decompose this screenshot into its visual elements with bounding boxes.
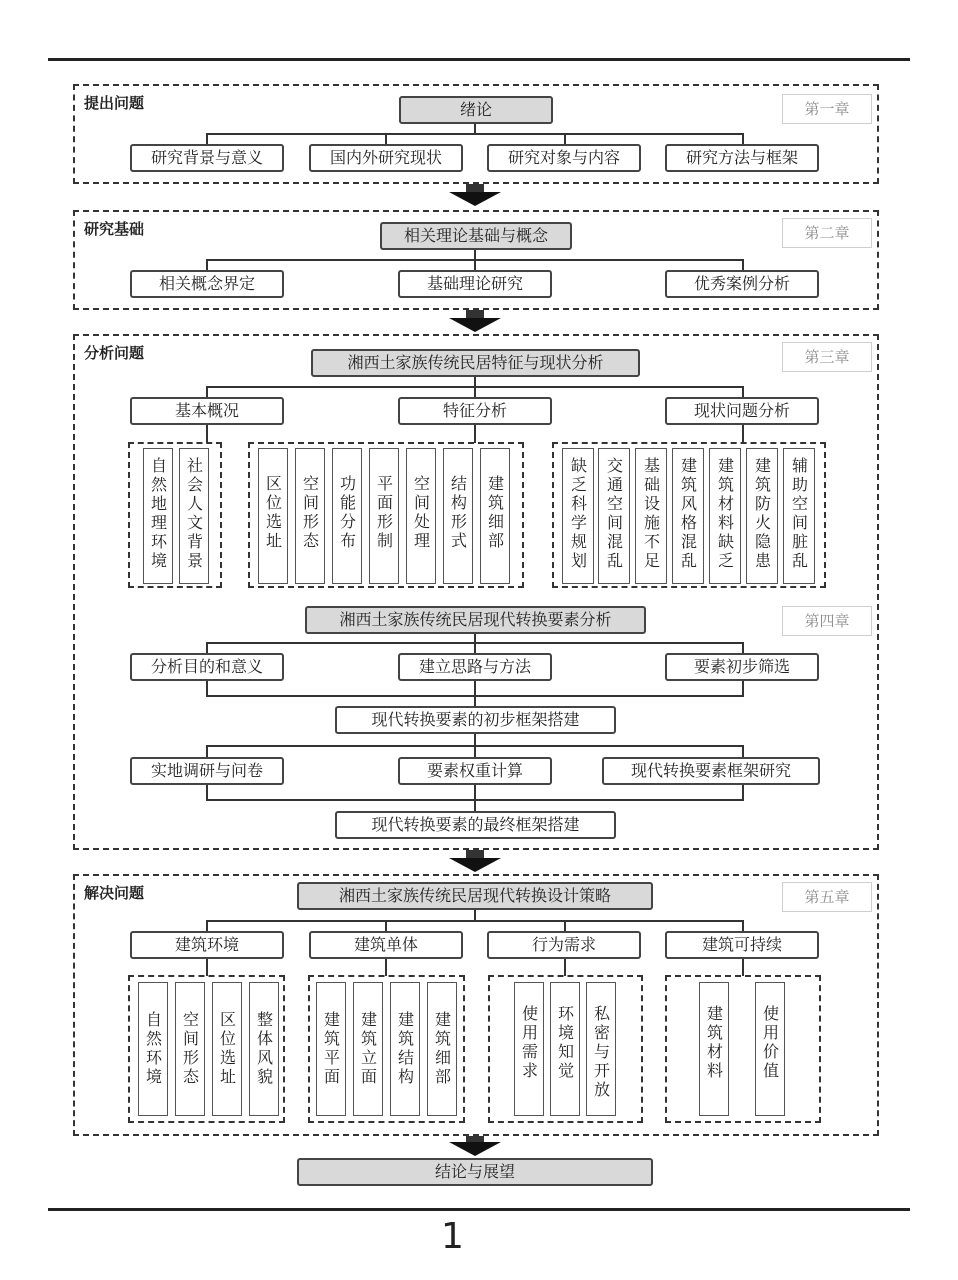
- connector: [474, 425, 476, 443]
- branch-box: 基本概况: [130, 397, 284, 425]
- main-box: 湘西土家族传统民居现代转换设计策略: [297, 882, 653, 910]
- chapter-tag: 第二章: [782, 218, 872, 248]
- vertical-item: 空间形态: [295, 448, 325, 584]
- connector: [206, 959, 208, 976]
- section-label: 研究基础: [84, 220, 145, 238]
- vertical-item: 私密与开放: [586, 982, 616, 1116]
- conclusion-box: 结论与展望: [297, 1158, 653, 1186]
- vertical-item: 平面形制: [369, 448, 399, 584]
- connector: [206, 920, 744, 922]
- branch-box: 行为需求: [487, 931, 641, 959]
- branch-box: 现状问题分析: [665, 397, 819, 425]
- down-arrow-icon: [449, 858, 501, 872]
- main-box: 湘西土家族传统民居现代转换要素分析: [305, 606, 646, 634]
- main-box: 湘西土家族传统民居特征与现状分析: [311, 349, 640, 377]
- down-arrow-icon: [449, 192, 501, 206]
- chapter-tag: 第一章: [782, 94, 872, 124]
- item-box: 要素初步筛选: [665, 653, 819, 681]
- chapter-tag: 第四章: [782, 606, 872, 636]
- vertical-item: 建筑细部: [427, 982, 457, 1116]
- connector: [206, 799, 744, 801]
- bottom-rule: [48, 1208, 910, 1211]
- page-number: 1: [441, 1216, 464, 1257]
- vertical-item: 区位选址: [258, 448, 288, 584]
- connector: [206, 133, 744, 135]
- section-label: 解决问题: [84, 884, 145, 902]
- branch-box: 建筑可持续: [665, 931, 819, 959]
- item-box: 优秀案例分析: [665, 270, 819, 298]
- vertical-item: 功能分布: [332, 448, 362, 584]
- vertical-item: 空间形态: [175, 982, 205, 1116]
- vertical-item: 建筑立面: [353, 982, 383, 1116]
- down-arrow-icon: [449, 318, 501, 332]
- main-box: 相关理论基础与概念: [380, 222, 572, 250]
- vertical-item: 空间处理: [406, 448, 436, 584]
- vertical-item: 整体风貌: [249, 982, 279, 1116]
- connector: [742, 785, 744, 800]
- vertical-item: 建筑材料缺乏: [709, 448, 741, 584]
- vertical-item: 使用价值: [755, 982, 785, 1116]
- top-rule: [48, 58, 910, 61]
- vertical-item: 建筑结构: [390, 982, 420, 1116]
- item-box: 研究对象与内容: [487, 144, 641, 172]
- connector: [742, 425, 744, 443]
- item-box: 国内外研究现状: [309, 144, 463, 172]
- connector: [474, 745, 476, 757]
- connector: [742, 745, 744, 757]
- item-box: 研究方法与框架: [665, 144, 819, 172]
- vertical-item: 建筑细部: [480, 448, 510, 584]
- down-arrow-icon: [449, 1142, 501, 1156]
- vertical-item: 交通空间混乱: [598, 448, 630, 584]
- vertical-item: 建筑平面: [316, 982, 346, 1116]
- vertical-item: 社会人文背景: [179, 448, 209, 584]
- vertical-item: 结构形式: [443, 448, 473, 584]
- main-box: 绪论: [399, 96, 553, 124]
- item-box: 要素权重计算: [398, 757, 552, 785]
- vertical-item: 区位选址: [212, 982, 242, 1116]
- connector: [206, 785, 208, 800]
- branch-box: 建筑单体: [309, 931, 463, 959]
- connector: [206, 681, 208, 696]
- item-box: 现代转换要素框架研究: [602, 757, 820, 785]
- vertical-item: 基础设施不足: [635, 448, 667, 584]
- connector: [474, 681, 476, 707]
- connector: [206, 425, 208, 443]
- connector: [206, 695, 744, 697]
- group-sustain: [665, 975, 821, 1123]
- vertical-item: 使用需求: [514, 982, 544, 1116]
- section-label: 提出问题: [84, 94, 145, 112]
- item-box: 建立思路与方法: [398, 653, 552, 681]
- item-box: 相关概念界定: [130, 270, 284, 298]
- connector: [206, 745, 208, 757]
- mid-box: 现代转换要素的初步框架搭建: [335, 706, 616, 734]
- item-box: 实地调研与问卷: [130, 757, 284, 785]
- vertical-item: 缺乏科学规划: [562, 448, 594, 584]
- chapter-tag: 第三章: [782, 342, 872, 372]
- section-label: 分析问题: [84, 344, 145, 362]
- vertical-item: 建筑材料: [699, 982, 729, 1116]
- connector: [742, 959, 744, 976]
- connector: [385, 959, 387, 976]
- branch-box: 建筑环境: [130, 931, 284, 959]
- item-box: 基础理论研究: [398, 270, 552, 298]
- connector: [564, 959, 566, 976]
- connector: [474, 785, 476, 811]
- vertical-item: 自然环境: [138, 982, 168, 1116]
- vertical-item: 环境知觉: [550, 982, 580, 1116]
- branch-box: 特征分析: [398, 397, 552, 425]
- vertical-item: 建筑风格混乱: [672, 448, 704, 584]
- vertical-item: 建筑防火隐患: [746, 448, 778, 584]
- item-box: 研究背景与意义: [130, 144, 284, 172]
- connector: [742, 681, 744, 696]
- chapter-tag: 第五章: [782, 882, 872, 912]
- vertical-item: 辅助空间脏乱: [783, 448, 815, 584]
- vertical-item: 自然地理环境: [143, 448, 173, 584]
- item-box: 分析目的和意义: [130, 653, 284, 681]
- final-box: 现代转换要素的最终框架搭建: [335, 811, 616, 839]
